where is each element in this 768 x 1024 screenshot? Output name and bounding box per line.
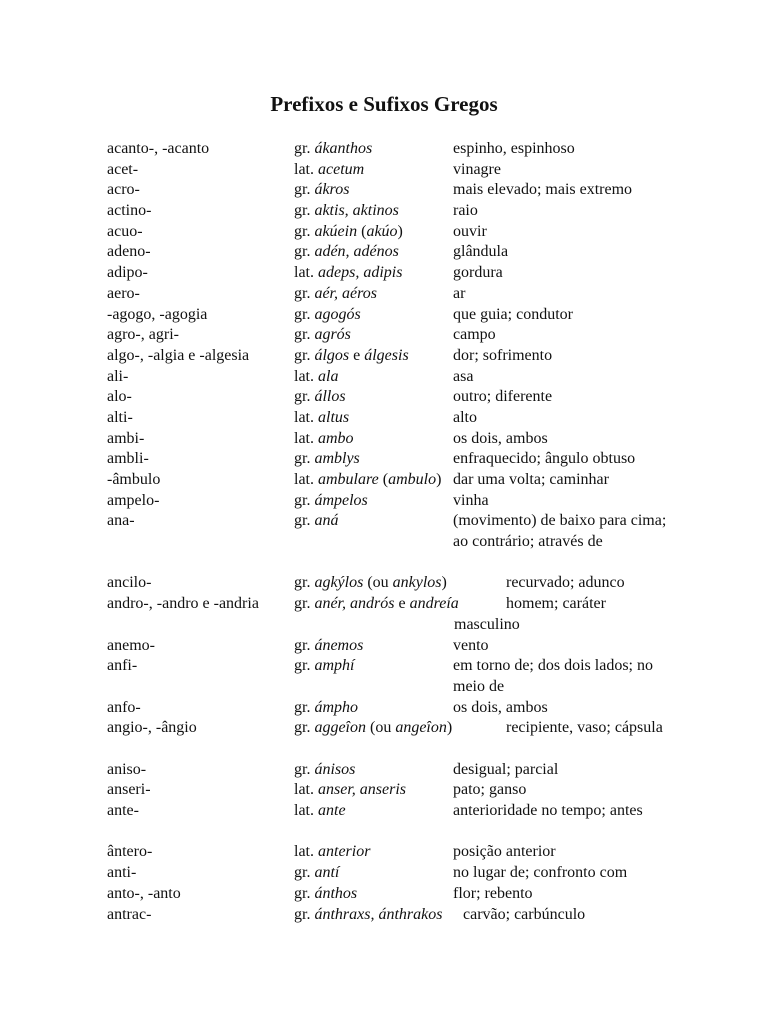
entry-origin [294,905,442,926]
entry-origin-word: antí [314,864,340,882]
entry-origin [294,780,406,801]
entry-origin-word: ambulo [388,471,437,488]
entry-meaning: asa [453,367,474,385]
entry-origin-text: (ou [363,574,393,592]
entry-term: ana- [107,512,135,530]
entry-origin [294,242,399,263]
entry-origin-language: lat. [294,781,314,799]
entry-meaning: alto [453,408,477,426]
entry-origin-language: gr. [294,864,311,882]
entry-origin-word: altus [318,408,350,426]
entry-origin [294,160,364,181]
entry-term: adipo- [107,264,148,282]
entry-origin-word: angeîon [395,719,447,737]
glossary-entry [0,387,768,408]
entry-origin-word: ákanthos [314,140,373,157]
entry-origin-language: gr. [294,905,311,923]
entry-origin [294,408,349,429]
entry-term: agro-, agri- [107,326,179,344]
entry-origin-language: gr. [294,595,311,613]
glossary-entry [0,801,768,842]
entry-origin-language: lat. [294,802,314,820]
entry-origin [294,367,338,388]
entry-origin-language: gr. [294,140,311,157]
entry-term: alti- [107,408,133,426]
entry-meaning: vinagre [453,160,501,178]
entry-term: ampelo- [107,491,160,509]
entry-origin-language: gr. [294,181,311,199]
entry-origin-language: gr. [294,574,311,592]
glossary-entry [0,511,768,573]
entry-origin-language: gr. [294,719,311,737]
glossary-entry [0,160,768,181]
entry-origin-word: agrós [314,326,351,344]
entry-term: anfi- [107,657,138,675]
glossary-entry [0,284,768,305]
glossary-entry [0,698,768,719]
entry-origin-language: lat. [294,408,314,426]
entry-origin-text: e [394,595,410,613]
entry-origin-language: gr. [294,243,311,261]
entry-origin [294,470,441,491]
entry-meaning: outro; diferente [453,388,553,406]
entry-origin-word: álgos [314,346,350,364]
entry-origin-text: ) [446,719,453,737]
entry-term: aniso- [107,760,147,778]
entry-origin-word: anterior [318,843,371,861]
glossary-entry [0,242,768,263]
entry-term: anemo- [107,636,155,654]
entry-origin-word: amphí [314,657,355,675]
glossary-entry [0,305,768,326]
entry-origin-word: ambo [318,429,354,447]
glossary-entry [0,760,768,781]
entry-origin-word: adeps, adipis [318,264,403,282]
entry-origin [294,305,361,326]
entry-meaning: pato; ganso [453,781,527,799]
entry-origin-word: ánisos [314,760,356,778]
entry-origin [294,429,354,450]
entry-origin-word: anér, andrós [314,595,395,613]
glossary-entry [0,573,768,594]
entry-term: acet- [107,160,139,178]
entry-origin-language: gr. [294,388,311,406]
glossary-entry [0,139,768,160]
entry-origin [294,325,351,346]
entry-origin [294,573,447,594]
entry-origin-language: lat. [294,367,314,385]
entry-origin-language: gr. [294,346,311,364]
entry-origin-language: gr. [294,305,311,323]
entry-origin-text: ( [357,222,367,240]
entry-meaning: os dois, ambos [453,698,548,716]
entry-meaning: campo [453,326,496,344]
entry-term: anti- [107,864,137,882]
entry-origin-word: amblys [314,450,360,468]
glossary-entry [0,201,768,222]
glossary-entry [0,594,768,635]
entry-origin-word: aná [314,512,339,530]
entry-origin [294,718,452,739]
entry-origin-word: aktis, aktinos [314,202,399,220]
glossary-entry [0,718,768,759]
glossary-entry [0,263,768,284]
entry-term: ante- [107,802,139,820]
entry-origin [294,636,363,657]
entry-term: acuo- [107,222,143,240]
entry-term: anto-, -anto [107,884,181,902]
entry-meaning: espinho, espinhoso [453,140,575,157]
entry-origin-word: agkýlos [314,574,364,592]
entry-origin-language: lat. [294,264,314,282]
entry-origin-language: lat. [294,843,314,861]
entry-meaning: vento [453,636,489,654]
entry-origin [294,387,346,408]
entry-meaning: homem; caráter masculino [454,595,606,633]
entry-origin-word: andreía [409,595,459,613]
entry-term: antrac- [107,905,152,923]
entry-origin [294,594,459,615]
entry-origin-language: gr. [294,884,311,902]
entry-meaning: (movimento) de baixo para cima; ao contrário; através de [453,512,667,551]
entry-origin-word: anser, anseris [318,781,407,799]
glossary-entry [0,905,768,926]
entry-origin-language: gr. [294,284,311,302]
entry-meaning: ar [453,284,466,302]
entry-origin-word: ante [318,802,346,820]
entry-origin-language: gr. [294,202,311,220]
entry-origin-word: akúo [366,222,398,240]
entry-meaning: ouvir [453,222,487,240]
entry-origin [294,139,372,160]
entry-term: algo-, -algia e -algesia [107,346,250,364]
entry-meaning: recurvado; adunco [506,574,625,592]
entry-origin-text: ) [436,471,442,488]
entry-origin-language: lat. [294,429,314,447]
entry-origin [294,511,338,532]
entry-term: acro- [107,181,140,199]
entry-meaning: enfraquecido; ângulo obtuso [453,450,636,468]
entry-origin [294,801,346,822]
entry-origin-word: adén, adénos [314,243,399,261]
entry-meaning: carvão; carbúnculo [463,905,586,923]
entry-meaning: no lugar de; confronto com [453,864,628,882]
entry-term: anseri- [107,781,151,799]
entry-term: adeno- [107,243,151,261]
entry-term: actino- [107,202,152,220]
entry-origin-language: gr. [294,636,311,654]
glossary-entry [0,656,768,697]
glossary-entry [0,842,768,863]
entry-meaning: posição anterior [453,843,556,861]
entry-meaning: recipiente, vaso; cápsula [506,719,663,737]
entry-origin-language: lat. [294,160,314,178]
glossary-entry [0,367,768,388]
entry-meaning: desigual; parcial [453,760,559,778]
entry-term: ambi- [107,429,145,447]
entry-origin-text: ) [441,574,447,592]
entry-term: ali- [107,367,129,385]
entry-meaning: raio [453,202,478,220]
page-title: Prefixos e Sufixos Gregos [270,92,498,116]
entry-term: ântero- [107,843,153,861]
entry-origin [294,263,402,284]
entry-origin-text: e [349,346,365,364]
entry-origin-language: lat. [294,471,314,488]
glossary-entry [0,884,768,905]
entry-origin-language: gr. [294,222,311,240]
glossary-entry [0,180,768,201]
entry-origin-word: állos [314,388,346,406]
entry-meaning: os dois, ambos [453,429,548,447]
entry-origin-word: akúein [314,222,358,240]
entry-origin [294,863,339,884]
entry-origin-word: ala [318,367,339,385]
entry-origin-language: gr. [294,491,311,509]
entry-origin-word: acetum [318,160,365,178]
entry-meaning: vinha [453,491,489,509]
entry-origin [294,491,368,512]
entry-origin-language: gr. [294,657,311,675]
entry-term: ancilo- [107,574,152,592]
entry-meaning: glândula [453,243,509,261]
entry-term: aero- [107,284,140,302]
entry-meaning: mais elevado; mais extremo [453,181,633,199]
entry-origin-text: ) [397,222,403,240]
entry-meaning: anterioridade no tempo; antes [453,802,643,820]
entry-origin-word: álgesis [364,346,409,364]
entry-origin-word: ákros [314,181,350,199]
glossary-entry [0,408,768,429]
entry-origin [294,180,349,201]
entry-origin-text: (ou [366,719,396,737]
entry-term: -âmbulo [107,471,161,488]
glossary-entry [0,636,768,657]
entry-origin-language: gr. [294,512,311,530]
glossary-entry [0,449,768,470]
entry-origin-language: gr. [294,760,311,778]
glossary-entry [0,222,768,243]
entry-origin [294,656,354,677]
entry-meaning: gordura [453,264,503,282]
glossary-entry [0,346,768,367]
entry-origin-language: gr. [294,326,311,344]
entry-term: -agogo, -agogia [107,305,208,323]
glossary-list [0,139,768,925]
entry-origin-word: ámpelos [314,491,368,509]
entry-term: andro-, -andro e -andria [107,595,259,613]
entry-term: acanto-, -acanto [107,140,210,157]
entry-origin [294,284,377,305]
entry-origin-word: ankylos [392,574,442,592]
entry-origin [294,222,403,243]
entry-origin-word: ánthraxs, ánthrakos [314,905,443,923]
entry-term: ambli- [107,450,149,468]
entry-meaning: que guia; condutor [453,305,573,323]
entry-origin [294,760,355,781]
entry-origin-word: aér, aéros [314,284,377,302]
entry-origin-word: ámpho [314,698,359,716]
glossary-entry [0,325,768,346]
entry-meaning: dor; sofrimento [453,346,553,364]
glossary-entry [0,863,768,884]
glossary-entry [0,470,768,491]
glossary-entry [0,429,768,450]
entry-origin-language: gr. [294,698,311,716]
glossary-entry [0,780,768,801]
entry-origin-word: ambulare [318,471,379,488]
entry-origin [294,884,357,905]
entry-origin [294,698,358,719]
entry-origin [294,201,399,222]
glossary-entry [0,491,768,512]
entry-origin-word: agogós [314,305,361,323]
entry-term: alo- [107,388,132,406]
entry-origin-text: ( [378,471,389,488]
entry-origin [294,346,409,367]
entry-origin-word: aggeîon [314,719,366,737]
entry-origin-word: ánemos [314,636,364,654]
entry-meaning: em torno de; dos dois lados; no meio de [453,657,653,695]
entry-origin [294,449,360,470]
entry-meaning: flor; rebento [453,884,533,902]
entry-meaning: dar uma volta; caminhar [453,471,609,488]
entry-origin-word: ánthos [314,884,358,902]
entry-origin-language: gr. [294,450,311,468]
entry-origin [294,842,370,863]
entry-term: angio-, -ângio [107,719,197,737]
entry-term: anfo- [107,698,141,716]
